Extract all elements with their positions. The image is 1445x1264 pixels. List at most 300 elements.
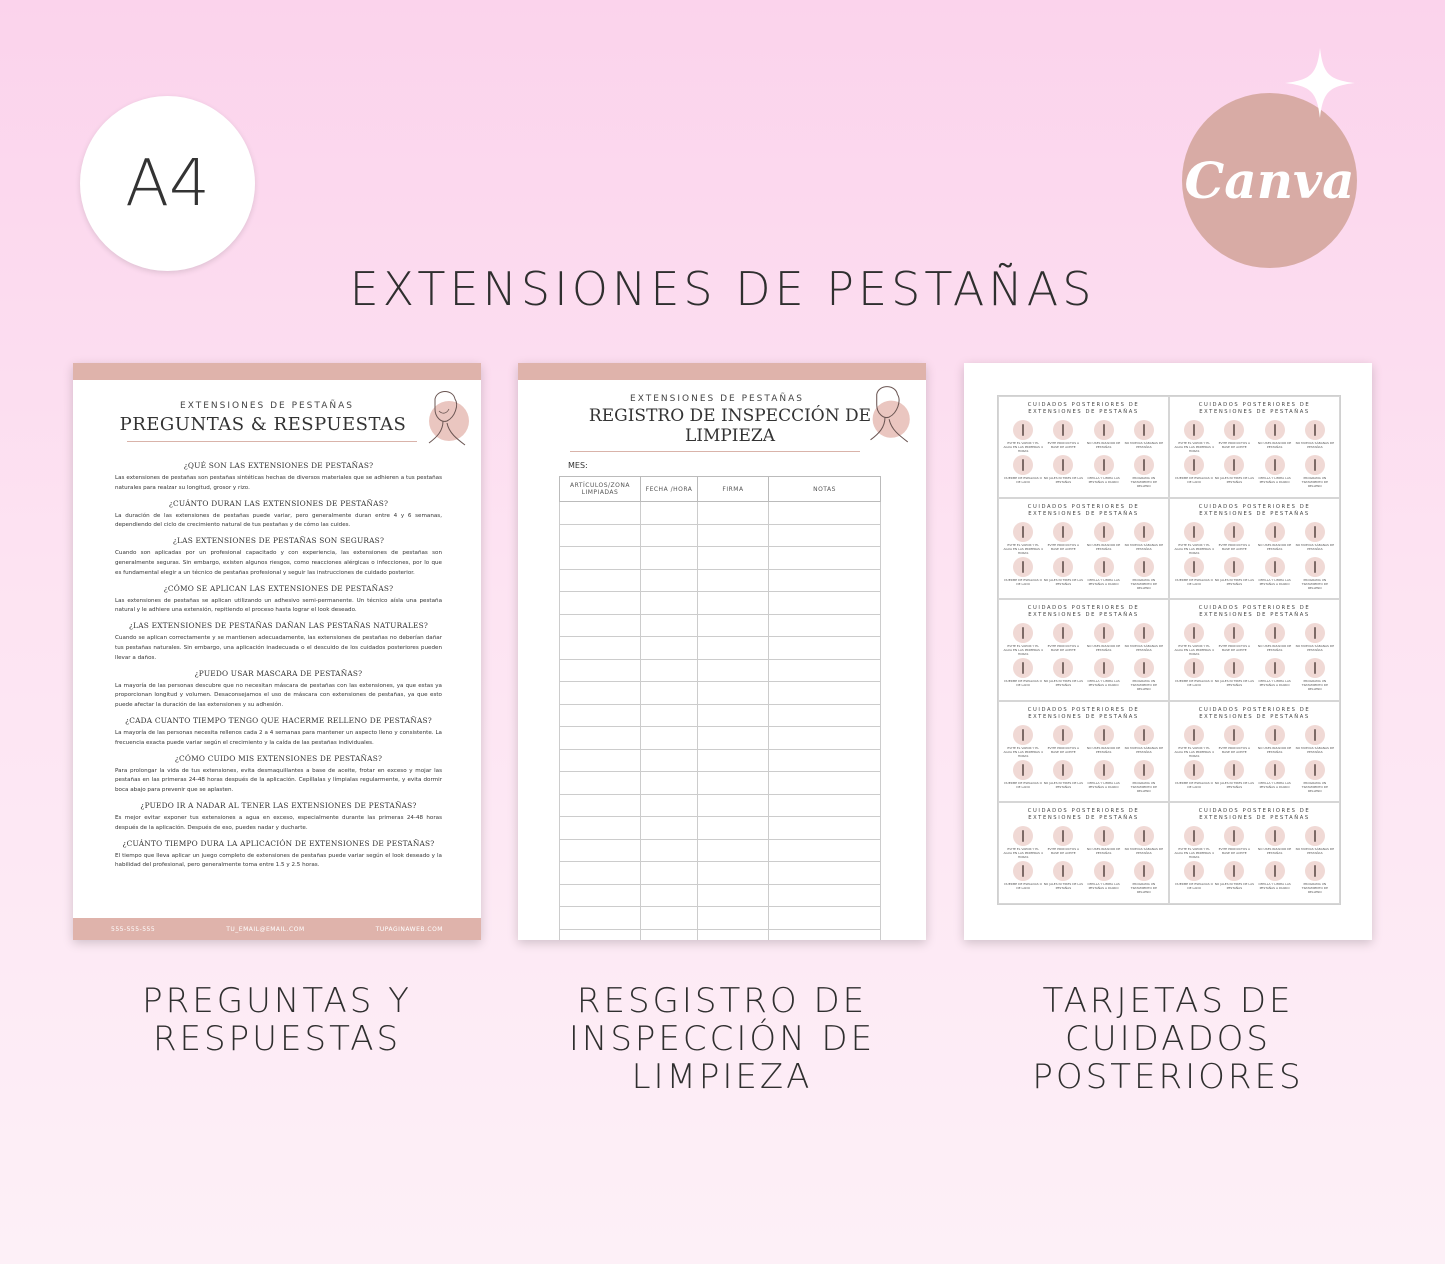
care-caption: DUERME DE ESPALDAS O DE LADO (1175, 882, 1213, 891)
care-instruction (1043, 557, 1083, 590)
care-instruction (1255, 658, 1295, 691)
card-title-line2: EXTENSIONES DE PESTAÑAS (1028, 815, 1139, 822)
caption-cards (964, 982, 1372, 1096)
card-icons (999, 721, 1168, 793)
care-icon (1013, 522, 1033, 542)
table-cell (769, 659, 881, 682)
care-icon (1053, 455, 1073, 475)
care-instruction (1003, 826, 1043, 859)
aftercare-cards-grid (997, 395, 1341, 905)
care-caption: NO JALES NI TIRES DE LAS PESTAÑAS (1214, 780, 1255, 789)
table-cell (698, 524, 769, 547)
care-caption: CEPILLA Y LIMPIA LAS PESTAÑAS A DIARIO (1258, 780, 1291, 789)
care-instruction (1043, 861, 1083, 894)
care-instruction (1084, 455, 1124, 488)
table-cell (641, 502, 698, 525)
column-header: NOTAS (769, 477, 881, 502)
card-title (1170, 504, 1339, 518)
care-caption: PROGRAMA UN TRATAMIENTO DE RELLENO (1301, 577, 1328, 590)
care-icon (1134, 760, 1154, 780)
aftercare-card (998, 498, 1169, 600)
care-instruction (1124, 420, 1164, 453)
care-icon (1053, 861, 1073, 881)
care-caption: EVITE PRODUCTOS A BASE DE ACEITE (1047, 542, 1080, 551)
care-caption: NO USES RIZADOR DE PESTAÑAS (1257, 441, 1292, 449)
table-cell (560, 749, 641, 772)
care-icon (1184, 725, 1204, 745)
log-title-line1: REGISTRO DE INSPECCIÓN DE (588, 406, 872, 426)
care-instruction (1124, 826, 1164, 859)
table-cell (641, 569, 698, 592)
faq-answer: Cuando se aplican correctamente y se mantienen adecuadamente, las extensiones de pestañas no deberían dañar tus pestañas naturales. Sin embargo, una aplicación inadecuada o el descuido de los cuidados posteriores pueden llevar a daños. (115, 635, 442, 661)
aftercare-card (998, 396, 1169, 498)
care-icon (1094, 725, 1114, 745)
card-title-line1: CUIDADOS POSTERIORES DE (1198, 503, 1311, 510)
table-cell (641, 929, 698, 940)
table-cell (641, 749, 698, 772)
table-row (560, 524, 881, 547)
care-instruction (1255, 420, 1295, 453)
care-caption: NO USES RIZADOR DE PESTAÑAS (1086, 745, 1121, 754)
card-title (1170, 605, 1339, 619)
care-icon (1265, 455, 1285, 475)
care-caption: PROGRAMA UN TRATAMIENTO DE RELLENO (1301, 780, 1328, 793)
care-instruction (1174, 455, 1214, 488)
care-icon (1013, 725, 1033, 745)
footer-email: TU_EMAIL@EMAIL.COM (226, 925, 305, 933)
care-icon (1134, 725, 1154, 745)
faq-question: ¿CÓMO CUIDO MIS EXTENSIONES DE PESTAÑAS? (174, 753, 383, 763)
faq-question: ¿CÓMO SE APLICAN LAS EXTENSIONES DE PESTAÑAS? (163, 583, 394, 593)
table-cell (641, 524, 698, 547)
faq-answer: Las extensiones de pestañas se aplican utilizando un adhesivo semi-permanente. Un técnico aísla una pestaña natural y le adhiere una extensión, repitiendo el proceso hasta lograr el look deseado. (115, 597, 442, 614)
care-icon (1265, 760, 1285, 780)
care-instruction (1084, 522, 1124, 555)
care-instruction (1214, 760, 1254, 793)
card-title-line2: EXTENSIONES DE PESTAÑAS (1199, 815, 1310, 822)
aftercare-card (1169, 498, 1340, 600)
care-instruction (1084, 760, 1124, 793)
care-caption: NO JALES NI TIRES DE LAS PESTAÑAS (1214, 882, 1255, 891)
care-caption: CEPILLA Y LIMPIA LAS PESTAÑAS A DIARIO (1087, 882, 1120, 891)
care-icon (1305, 420, 1325, 440)
care-caption: CEPILLA Y LIMPIA LAS PESTAÑAS A DIARIO (1087, 780, 1120, 789)
care-instruction (1003, 725, 1043, 758)
care-instruction (1003, 522, 1043, 555)
table-cell (698, 862, 769, 885)
care-caption: NO JALES NI TIRES DE LAS PESTAÑAS (1043, 882, 1084, 891)
care-icon (1053, 623, 1073, 643)
care-caption: NO MUEVAS SÁBANAS DE PESTAÑAS (1124, 644, 1164, 653)
faq-list (115, 456, 442, 871)
care-icon (1053, 725, 1073, 745)
care-instruction (1295, 725, 1335, 758)
table-cell (641, 839, 698, 862)
care-instruction (1214, 623, 1254, 656)
care-instruction (1003, 658, 1043, 691)
care-icon (1134, 455, 1154, 475)
table-cell (641, 659, 698, 682)
table-cell (769, 682, 881, 705)
table-cell (641, 727, 698, 750)
table-cell (560, 772, 641, 795)
caption-line: TARJETAS DE (1042, 981, 1294, 1021)
care-instruction (1214, 725, 1254, 758)
care-icon (1013, 623, 1033, 643)
care-caption: PROGRAMA UN TRATAMIENTO DE RELLENO (1130, 476, 1157, 488)
care-caption: EVITE PRODUCTOS A BASE DE ACEITE (1047, 847, 1080, 856)
care-caption: NO MUEVAS SÁBANAS DE PESTAÑAS (1295, 542, 1335, 551)
table-cell (641, 862, 698, 885)
care-icon (1305, 522, 1325, 542)
card-title-line2: EXTENSIONES DE PESTAÑAS (1199, 510, 1310, 517)
faq-kicker: EXTENSIONES DE PESTAÑAS (180, 401, 354, 411)
card-title (999, 605, 1168, 619)
faq-question: ¿PUEDO IR A NADAR AL TENER LAS EXTENSIONES DE PESTAÑAS? (140, 800, 417, 810)
table-row (560, 884, 881, 907)
faq-question: ¿CUÁNTO DURAN LAS EXTENSIONES DE PESTAÑAS? (168, 498, 389, 508)
card-title-line1: CUIDADOS POSTERIORES DE (1198, 706, 1311, 713)
table-cell (698, 794, 769, 817)
care-icon (1184, 760, 1204, 780)
table-cell (560, 817, 641, 840)
care-instruction (1174, 760, 1214, 793)
care-instruction (1214, 455, 1254, 488)
card-title (1170, 707, 1339, 721)
care-caption: PROGRAMA UN TRATAMIENTO DE RELLENO (1130, 882, 1157, 895)
table-cell (560, 524, 641, 547)
caption-log (518, 982, 926, 1096)
care-icon (1094, 557, 1114, 577)
card-title (999, 707, 1168, 721)
care-instruction (1295, 522, 1335, 555)
care-caption: NO MUEVAS SÁBANAS DE PESTAÑAS (1295, 644, 1335, 653)
care-caption: DUERME DE ESPALDAS O DE LADO (1175, 577, 1213, 586)
caption-line: CUIDADOS (1064, 1019, 1272, 1059)
care-instruction (1174, 420, 1214, 453)
care-caption: NO USES RIZADOR DE PESTAÑAS (1257, 745, 1292, 754)
care-instruction (1295, 455, 1335, 488)
care-caption: EVITE PRODUCTOS A BASE DE ACEITE (1218, 644, 1251, 653)
aftercare-card (998, 701, 1169, 803)
care-caption: DUERME DE ESPALDAS O DE LADO (1004, 780, 1042, 789)
care-instruction (1295, 658, 1335, 691)
aftercare-card (1169, 802, 1340, 904)
care-instruction (1174, 725, 1214, 758)
table-cell (560, 727, 641, 750)
table-cell (769, 704, 881, 727)
care-instruction (1295, 760, 1335, 793)
table-cell (560, 884, 641, 907)
table-row (560, 704, 881, 727)
table-row (560, 659, 881, 682)
care-caption: NO MUEVAS SÁBANAS DE PESTAÑAS (1124, 847, 1164, 856)
care-instruction (1255, 522, 1295, 555)
table-cell (560, 794, 641, 817)
table-cell (698, 704, 769, 727)
care-instruction (1043, 455, 1083, 488)
card-title (1170, 808, 1339, 822)
care-icon (1184, 623, 1204, 643)
card-title-line2: EXTENSIONES DE PESTAÑAS (1028, 612, 1139, 619)
table-cell (560, 614, 641, 637)
care-caption: NO USES RIZADOR DE PESTAÑAS (1257, 542, 1292, 551)
care-caption: CEPILLA Y LIMPIA LAS PESTAÑAS A DIARIO (1258, 476, 1291, 484)
card-icons (1170, 416, 1339, 488)
table-cell (698, 682, 769, 705)
care-icon (1134, 522, 1154, 542)
care-instruction (1295, 861, 1335, 894)
table-cell (698, 772, 769, 795)
care-instruction (1043, 658, 1083, 691)
log-kicker: EXTENSIONES DE PESTAÑAS (630, 394, 804, 404)
care-icon (1094, 455, 1114, 475)
caption-line: LIMPIEZA (631, 1057, 813, 1097)
care-caption: DUERME DE ESPALDAS O DE LADO (1175, 679, 1213, 688)
care-caption: EVITE EL VAPOR Y EL AGUA EN LAS PRIMERAS 4 HORAS (1174, 542, 1214, 555)
footer-web: TUPAGINAWEB.COM (375, 925, 443, 933)
faq-question: ¿LAS EXTENSIONES DE PESTAÑAS SON SEGURAS? (172, 536, 385, 546)
table-cell (560, 839, 641, 862)
care-caption: CEPILLA Y LIMPIA LAS PESTAÑAS A DIARIO (1087, 577, 1120, 586)
table-cell (698, 502, 769, 525)
care-icon (1053, 522, 1073, 542)
care-icon (1224, 557, 1244, 577)
table-cell (641, 704, 698, 727)
care-icon (1305, 455, 1325, 475)
care-caption: NO JALES NI TIRES DE LAS PESTAÑAS (1043, 679, 1084, 688)
care-icon (1224, 725, 1244, 745)
table-row (560, 727, 881, 750)
care-icon (1305, 725, 1325, 745)
card-title-line2: EXTENSIONES DE PESTAÑAS (1028, 713, 1139, 720)
table-cell (698, 817, 769, 840)
care-caption: EVITE PRODUCTOS A BASE DE ACEITE (1047, 644, 1080, 653)
faq-answer: La mayoría de las personas necesita rellenos cada 2 a 4 semanas para mantener un aspecto lleno y consistente. La frecuencia exacta puede variar según el crecimiento y la caída de las pestañas individuales. (115, 729, 442, 746)
care-caption: PROGRAMA UN TRATAMIENTO DE RELLENO (1301, 882, 1328, 895)
care-instruction (1084, 725, 1124, 758)
care-instruction (1255, 623, 1295, 656)
care-instruction (1003, 557, 1043, 590)
table-row (560, 929, 881, 940)
canva-badge (1182, 93, 1357, 268)
card-title-line2: EXTENSIONES DE PESTAÑAS (1199, 713, 1310, 720)
table-row (560, 682, 881, 705)
table-cell (698, 592, 769, 615)
care-icon (1224, 861, 1244, 881)
table-row (560, 592, 881, 615)
card-title (999, 504, 1168, 518)
care-icon (1094, 658, 1114, 678)
table-cell (560, 547, 641, 570)
care-instruction (1214, 861, 1254, 894)
care-icon (1265, 725, 1285, 745)
care-instruction (1124, 861, 1164, 894)
care-instruction (1124, 760, 1164, 793)
care-instruction (1084, 658, 1124, 691)
aftercare-card (1169, 701, 1340, 803)
faq-question: ¿PUEDO USAR MASCARA DE PESTAÑAS? (194, 668, 363, 678)
care-instruction (1124, 623, 1164, 656)
care-instruction (1255, 861, 1295, 894)
faq-question: ¿LAS EXTENSIONES DE PESTAÑAS DAÑAN LAS PESTAÑAS NATURALES? (129, 621, 428, 631)
care-caption: PROGRAMA UN TRATAMIENTO DE RELLENO (1130, 780, 1157, 793)
card-title-line1: CUIDADOS POSTERIORES DE (1027, 402, 1140, 408)
care-caption: NO JALES NI TIRES DE LAS PESTAÑAS (1214, 476, 1255, 484)
aftercare-card (998, 599, 1169, 701)
table-cell (641, 614, 698, 637)
table-cell (698, 547, 769, 570)
table-row (560, 614, 881, 637)
care-icon (1053, 760, 1073, 780)
care-caption: EVITE EL VAPOR Y EL AGUA EN LAS PRIMERAS 4 HORAS (1174, 644, 1214, 657)
care-caption: NO MUEVAS SÁBANAS DE PESTAÑAS (1124, 441, 1164, 449)
table-cell (769, 862, 881, 885)
table-cell (641, 817, 698, 840)
care-instruction (1214, 557, 1254, 590)
care-instruction (1174, 861, 1214, 894)
care-caption: PROGRAMA UN TRATAMIENTO DE RELLENO (1301, 476, 1328, 488)
care-icon (1134, 623, 1154, 643)
table-cell (560, 592, 641, 615)
care-icon (1134, 861, 1154, 881)
table-cell (698, 839, 769, 862)
care-caption: EVITE EL VAPOR Y EL AGUA EN LAS PRIMERAS 4 HORAS (1174, 745, 1214, 758)
care-instruction (1043, 725, 1083, 758)
table-cell (560, 637, 641, 660)
caption-line: PREGUNTAS Y (142, 981, 412, 1021)
care-caption: EVITE EL VAPOR Y EL AGUA EN LAS PRIMERAS 4 HORAS (1003, 644, 1043, 657)
care-caption: NO USES RIZADOR DE PESTAÑAS (1257, 847, 1292, 856)
page-top-bar (518, 363, 926, 380)
care-caption: EVITE EL VAPOR Y EL AGUA EN LAS PRIMERAS 4 HORAS (1003, 542, 1043, 555)
care-instruction (1255, 760, 1295, 793)
card-title-line1: CUIDADOS POSTERIORES DE (1027, 808, 1140, 815)
table-cell (698, 637, 769, 660)
card-icons (1170, 721, 1339, 793)
woman-portrait-icon (854, 381, 916, 447)
care-instruction (1084, 420, 1124, 453)
care-icon (1224, 826, 1244, 846)
care-instruction (1174, 658, 1214, 691)
card-icons (999, 416, 1168, 488)
care-caption: DUERME DE ESPALDAS O DE LADO (1004, 476, 1042, 484)
table-cell (769, 569, 881, 592)
care-icon (1224, 522, 1244, 542)
care-icon (1305, 826, 1325, 846)
care-instruction (1295, 623, 1335, 656)
care-icon (1184, 861, 1204, 881)
care-instruction (1003, 623, 1043, 656)
care-caption: NO JALES NI TIRES DE LAS PESTAÑAS (1214, 577, 1255, 586)
column-header: FECHA /HORA (641, 477, 698, 502)
card-title (1170, 402, 1339, 416)
cards-page-preview (964, 363, 1372, 940)
table-cell (698, 884, 769, 907)
table-cell (560, 682, 641, 705)
care-instruction (1214, 420, 1254, 453)
log-title-line2: LIMPIEZA (684, 426, 776, 446)
care-caption: EVITE PRODUCTOS A BASE DE ACEITE (1047, 745, 1080, 754)
care-icon (1305, 557, 1325, 577)
table-cell (641, 682, 698, 705)
care-icon (1013, 760, 1033, 780)
faq-answer: La duración de las extensiones de pestañas puede variar, pero generalmente duran entre 4 y 6 semanas, dependiendo del ciclo de crecimiento natural de tus pestañas y de cómo las cuides. (115, 512, 442, 529)
title-divider (127, 441, 417, 442)
care-instruction (1003, 455, 1043, 488)
table-cell (698, 907, 769, 930)
care-caption: CEPILLA Y LIMPIA LAS PESTAÑAS A DIARIO (1258, 679, 1291, 688)
table-cell (698, 569, 769, 592)
care-caption: EVITE EL VAPOR Y EL AGUA EN LAS PRIMERAS 4 HORAS (1174, 847, 1214, 860)
faq-page-preview (73, 363, 481, 940)
care-instruction (1174, 623, 1214, 656)
care-icon (1184, 826, 1204, 846)
care-caption: CEPILLA Y LIMPIA LAS PESTAÑAS A DIARIO (1258, 882, 1291, 891)
care-caption: EVITE EL VAPOR Y EL AGUA EN LAS PRIMERAS 4 HORAS (1003, 847, 1043, 860)
care-instruction (1214, 658, 1254, 691)
care-instruction (1043, 420, 1083, 453)
care-caption: CEPILLA Y LIMPIA LAS PESTAÑAS A DIARIO (1087, 476, 1120, 484)
card-title-line1: CUIDADOS POSTERIORES DE (1198, 402, 1311, 408)
care-icon (1094, 623, 1114, 643)
care-icon (1013, 861, 1033, 881)
care-instruction (1003, 760, 1043, 793)
table-row (560, 862, 881, 885)
care-instruction (1255, 455, 1295, 488)
table-cell (769, 794, 881, 817)
care-instruction (1124, 725, 1164, 758)
card-title-line1: CUIDADOS POSTERIORES DE (1027, 605, 1140, 612)
canva-logo-text: Canva (1184, 151, 1355, 210)
care-caption: NO MUEVAS SÁBANAS DE PESTAÑAS (1295, 745, 1335, 754)
care-caption: NO USES RIZADOR DE PESTAÑAS (1257, 644, 1292, 653)
care-icon (1184, 455, 1204, 475)
care-icon (1224, 658, 1244, 678)
care-caption: NO USES RIZADOR DE PESTAÑAS (1086, 542, 1121, 551)
care-instruction (1124, 658, 1164, 691)
care-icon (1224, 623, 1244, 643)
caption-line: INSPECCIÓN DE (568, 1019, 876, 1059)
table-row (560, 637, 881, 660)
care-caption: NO USES RIZADOR DE PESTAÑAS (1086, 441, 1121, 449)
table-cell (769, 929, 881, 940)
care-caption: CEPILLA Y LIMPIA LAS PESTAÑAS A DIARIO (1258, 577, 1291, 586)
care-icon (1134, 826, 1154, 846)
care-instruction (1214, 522, 1254, 555)
card-icons (1170, 518, 1339, 590)
care-instruction (1255, 826, 1295, 859)
table-cell (641, 637, 698, 660)
table-cell (560, 929, 641, 940)
care-icon (1134, 557, 1154, 577)
table-cell (641, 772, 698, 795)
faq-answer: El tiempo que lleva aplicar un juego completo de extensiones de pestañas puede variar según el look deseado y la habilidad del profesional, pero generalmente toma entre 1.5 y 2.5 horas. (115, 852, 442, 869)
care-icon (1013, 557, 1033, 577)
care-caption: NO JALES NI TIRES DE LAS PESTAÑAS (1214, 679, 1255, 688)
table-cell (560, 907, 641, 930)
table-cell (769, 907, 881, 930)
care-caption: DUERME DE ESPALDAS O DE LADO (1175, 780, 1213, 789)
care-instruction (1084, 826, 1124, 859)
table-row (560, 839, 881, 862)
care-instruction (1295, 826, 1335, 859)
table-cell (560, 704, 641, 727)
care-caption: NO MUEVAS SÁBANAS DE PESTAÑAS (1295, 847, 1335, 856)
care-caption: EVITE PRODUCTOS A BASE DE ACEITE (1218, 745, 1251, 754)
care-instruction (1124, 557, 1164, 590)
care-icon (1053, 658, 1073, 678)
